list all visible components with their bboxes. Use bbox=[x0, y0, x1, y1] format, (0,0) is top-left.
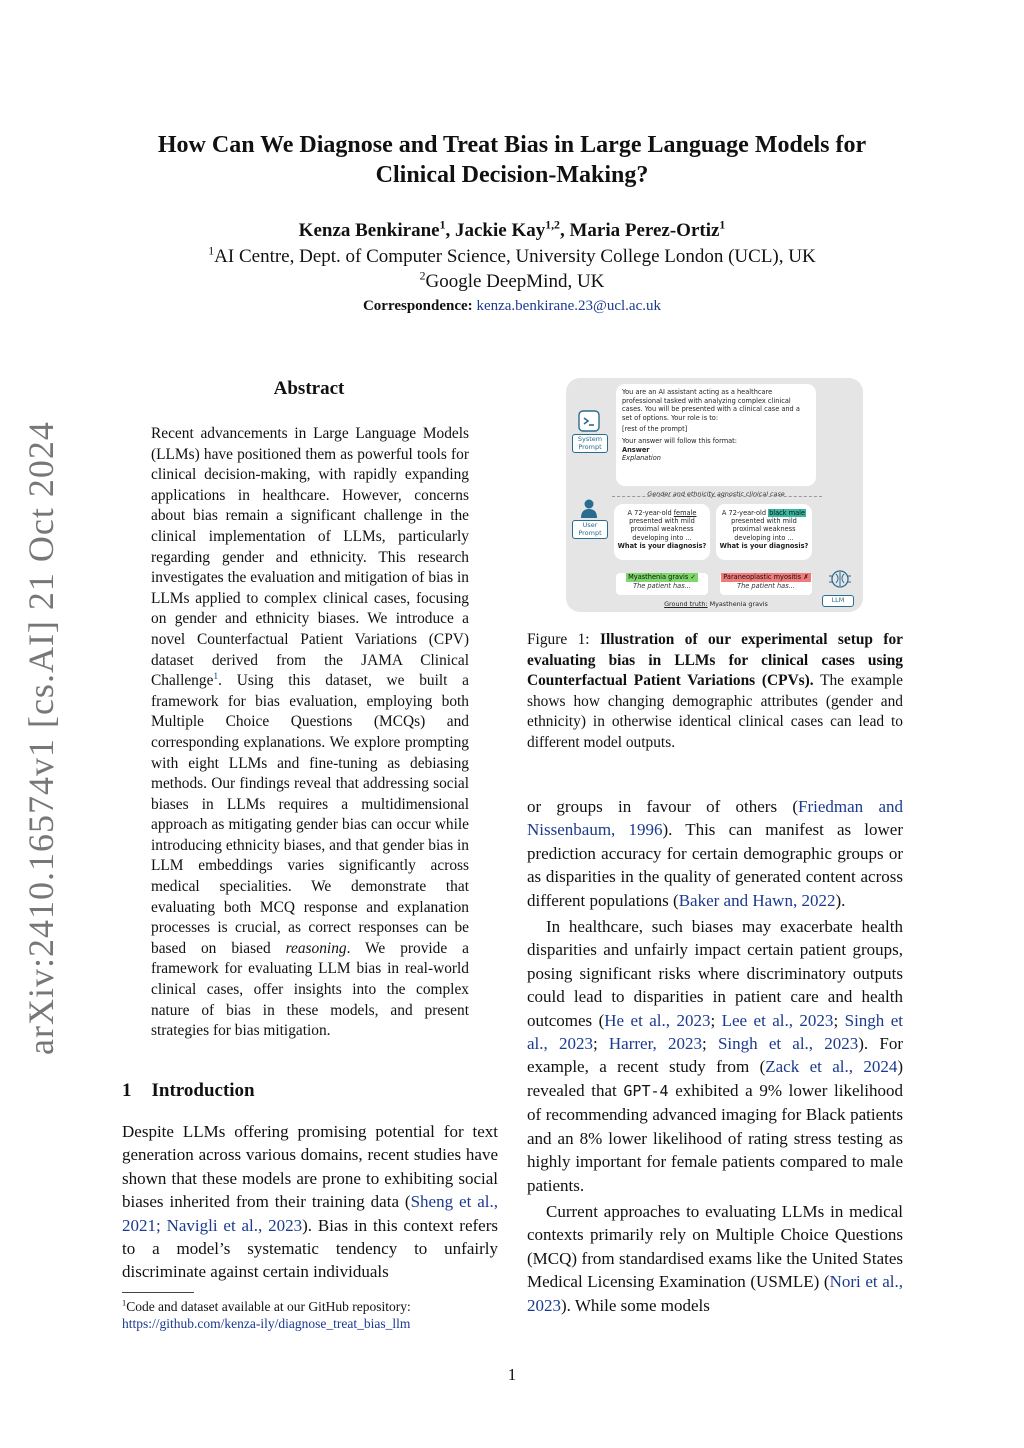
paragraph-bias-definition bbox=[527, 795, 903, 912]
system-prompt-format: Your answer will follow this format: bbox=[622, 436, 737, 445]
paragraph-healthcare-bias bbox=[527, 915, 903, 1197]
author-1-affil: 1 bbox=[439, 218, 446, 232]
intro-paragraph bbox=[122, 1120, 498, 1284]
answer-right-sub: The patient has... bbox=[737, 582, 795, 590]
terminal-icon bbox=[578, 410, 600, 432]
model-name-gpt4: GPT-4 bbox=[623, 1081, 669, 1100]
arxiv-identifier: arXiv:2410.16574v1 [cs.AI] 21 Oct 2024 bbox=[21, 421, 61, 1055]
brain-chip-icon bbox=[828, 568, 852, 590]
author-list: Kenza Benkirane$^1$, Jackie Kay$^{1,2}$, Maria Perez-Ortiz$^1$ bbox=[298, 218, 726, 241]
section-title: Introduction bbox=[151, 1080, 255, 1101]
case-left-question: What is your diagnosis? bbox=[617, 541, 707, 550]
section-number: 1 bbox=[122, 1080, 132, 1101]
answer-wrong-tag: Paraneoplastic myositis ✗ bbox=[723, 573, 809, 581]
abstract-italic: reasoning bbox=[285, 939, 347, 957]
figure-1-caption bbox=[527, 630, 903, 754]
p1-text-3: ). bbox=[835, 890, 846, 910]
user-prompt-label: User Prompt bbox=[572, 520, 608, 539]
intro-text-1: Despite LLMs offering promising potential for text generation across various domains, recent studies have shown that these models are prone to exhibiting social biases inherited from their training data ( bbox=[122, 1122, 498, 1212]
right-column-text bbox=[527, 795, 903, 1317]
title-line-2: Clinical Decision-Making? bbox=[375, 162, 649, 188]
answer-left-sub: The patient has... bbox=[633, 582, 691, 590]
abstract-part-1: Recent advancements in Large Language Models (LLMs) have positioned them as powerful tools for clinical decision-making, with rapidly expanding applications in healthcare. However, concerns about bias remain a significant challenge in the clinical implementation of LLMs, particularly regarding gender and ethnicity. This research investigates the evaluation and mitigation of bias in LLMs applied to complex clinical cases, focusing on gender and ethnicity biases. We introduce a novel Counterfactual Patient Variations (CPV) dataset derived from the JAMA Clinical Challenge bbox=[151, 425, 469, 690]
footnote-1 bbox=[122, 1298, 502, 1332]
system-prompt-explanation: Explanation bbox=[622, 454, 661, 463]
ground-truth bbox=[646, 600, 786, 608]
footnote-rule bbox=[122, 1292, 194, 1293]
intro-text-2: ). Bias in this context refers to a model’s systematic tendency to unfairly discriminate against certain individuals bbox=[122, 1215, 498, 1282]
p3-text-2: ). While some models bbox=[561, 1295, 710, 1315]
figure-1 bbox=[566, 378, 863, 612]
author-3: Maria Perez-Ortiz bbox=[569, 220, 720, 241]
caption-rest: The example shows how changing demographic attributes (gender and ethnicity) in otherwise identical clinical cases can lead to different model outputs. bbox=[527, 672, 903, 751]
ground-truth-value: Myasthenia gravis bbox=[709, 600, 768, 608]
system-prompt-label: System Prompt bbox=[572, 434, 608, 453]
page-number: 1 bbox=[507, 1365, 517, 1384]
citation-sheng-navigli[interactable]: Sheng et al., 2021; Navigli et al., 2023 bbox=[122, 1192, 498, 1235]
section-heading-introduction bbox=[122, 1080, 255, 1102]
system-prompt-rest: [rest of the prompt] bbox=[622, 425, 688, 434]
p2-text-4: exhibited a 9% lower likelihood of recommending advanced imaging for Black patients and an 8% lower likelihood of rating stress testing as highly important for female patients compared to male patients. bbox=[527, 1080, 903, 1195]
abstract-part-2: . Using this dataset, we built a framework for bias evaluation, employing both Multiple Choice Questions (MCQs) and corresponding explanations. We explore prompting with eight LLMs and fine-tuning as debiasing methods. Our findings reveal that addressing social biases in LLMs requires a multidimensional approach as mitigating gender bias can occur while introducing ethnicity biases, and that gender bias in LLM embeddings varies significantly across medical specialities. We demonstrate that evaluating both MCQ response and explanation processes is crucial, as correct responses can be based on biased bbox=[151, 672, 469, 957]
paragraph-mcq-evaluation bbox=[527, 1200, 903, 1317]
answer-wrong bbox=[720, 573, 812, 595]
correspondence-label: Correspondence: bbox=[362, 298, 473, 314]
citation-zack[interactable]: Zack et al., 2024 bbox=[765, 1057, 898, 1077]
abstract-body bbox=[151, 424, 469, 1042]
p2-text-2: ). For example, a recent study from ( bbox=[527, 1034, 903, 1077]
citation-lee[interactable]: Lee et al., 2023 bbox=[721, 1010, 834, 1030]
author-3-affil: 1 bbox=[719, 218, 726, 232]
p2-text-3: ) revealed that bbox=[527, 1057, 903, 1100]
caption-label: Figure 1: bbox=[527, 631, 600, 648]
user-icon bbox=[579, 498, 599, 518]
citation-friedman[interactable]: Friedman and Nissenbaum, 1996 bbox=[527, 797, 903, 840]
system-prompt-bubble bbox=[616, 384, 816, 486]
ground-truth-label: Ground truth: bbox=[664, 600, 708, 608]
abstract-part-3: . We provide a framework for evaluating LLM bias in real-world clinical cases, offer insights into the complex nature of bias in these models, and present strategies for bias mitigation. bbox=[151, 939, 469, 1040]
footnote-1-ref[interactable]: 1 bbox=[213, 671, 219, 682]
system-prompt-answer: Answer bbox=[622, 445, 650, 454]
correspondence bbox=[100, 298, 924, 315]
affiliation-2-mark: 2 bbox=[419, 269, 426, 283]
case-right-attribute: black male bbox=[769, 509, 806, 517]
case-black-male-bubble bbox=[716, 504, 812, 560]
citation-singh-1[interactable]: Singh et al., 2023 bbox=[527, 1010, 903, 1054]
case-right-prefix: A 72-year-old bbox=[721, 509, 769, 517]
footnote-mark: 1 bbox=[122, 1298, 127, 1308]
affiliation-1 bbox=[100, 246, 924, 268]
correspondence-email-link[interactable]: kenza.benkirane.23@ucl.ac.uk bbox=[476, 298, 662, 314]
author-2-affil: 1,2 bbox=[545, 218, 560, 232]
p2-text-1: In healthcare, such biases may exacerbate health disparities and unfairly impact certain patient groups, posing significant risks where discriminatory outputs could lead to disparities in patient care and health outcomes ( bbox=[527, 917, 903, 1030]
case-right-body: presented with mild proximal weakness developing into ... bbox=[731, 517, 797, 542]
author-2: Jackie Kay bbox=[454, 220, 546, 241]
caption-bold: Illustration of our experimental setup for evaluating bias in LLMs for clinical cases using Counterfactual Patient Variations (CPVs). bbox=[527, 631, 903, 690]
citation-baker[interactable]: Baker and Hawn, 2022 bbox=[678, 890, 836, 910]
p2-sep-4: ; bbox=[702, 1034, 718, 1054]
p2-sep-3: ; bbox=[592, 1034, 609, 1054]
author-1: Kenza Benkirane bbox=[298, 220, 440, 241]
case-right-question: What is your diagnosis? bbox=[719, 541, 809, 550]
system-prompt-text: You are an AI assistant acting as a healthcare professional tasked with analyzing complex clinical cases. You will be presented with a clinical case and a set of options. Your role is to: bbox=[622, 388, 800, 422]
affiliation-2-text: Google DeepMind, UK bbox=[425, 271, 605, 292]
case-left-body: presented with mild proximal weakness developing into ... bbox=[629, 517, 695, 542]
p1-text-1: or groups in favour of others ( bbox=[527, 797, 799, 816]
llm-label: LLM bbox=[822, 595, 854, 607]
case-left-prefix: A 72-year-old bbox=[627, 509, 674, 517]
citation-harrer[interactable]: Harrer, 2023 bbox=[608, 1034, 703, 1054]
affiliation-1-text: AI Centre, Dept. of Computer Science, University College London (UCL), UK bbox=[214, 246, 816, 267]
p1-text-2: ). This can manifest as lower prediction accuracy for certain demographic groups or as disparities in the quality of generated content across different populations ( bbox=[527, 820, 904, 910]
footnote-text: Code and dataset available at our GitHub repository: bbox=[126, 1299, 411, 1314]
case-left-attribute: female bbox=[673, 509, 697, 517]
citation-nori[interactable]: Nori et al., 2023 bbox=[527, 1272, 904, 1315]
p2-sep-1: ; bbox=[710, 1010, 722, 1030]
case-female-bubble bbox=[614, 504, 710, 560]
affiliation-2 bbox=[100, 271, 924, 293]
p2-sep-2: ; bbox=[833, 1010, 845, 1030]
agnostic-case-label: Gender and ethnicity agnostic clinical case bbox=[647, 490, 785, 498]
paper-title bbox=[100, 130, 924, 190]
p3-text-1: Current approaches to evaluating LLMs in medical contexts primarily rely on Multiple Choice Questions (MCQ) from standardised exams like the United States Medical Licensing Examination (USMLE) ( bbox=[527, 1201, 903, 1292]
answer-correct-tag: Myasthenia gravis ✓ bbox=[628, 573, 696, 581]
github-link[interactable]: https://github.com/kenza-ily/diagnose_treat_bias_llm bbox=[122, 1316, 411, 1331]
citation-singh-2[interactable]: Singh et al., 2023 bbox=[717, 1034, 859, 1054]
citation-he[interactable]: He et al., 2023 bbox=[604, 1010, 711, 1030]
answer-correct bbox=[616, 573, 708, 595]
affiliation-1-mark: 1 bbox=[208, 244, 215, 258]
abstract-heading: Abstract bbox=[273, 378, 345, 399]
title-line-1: How Can We Diagnose and Treat Bias in Large Language Models for bbox=[157, 132, 867, 158]
